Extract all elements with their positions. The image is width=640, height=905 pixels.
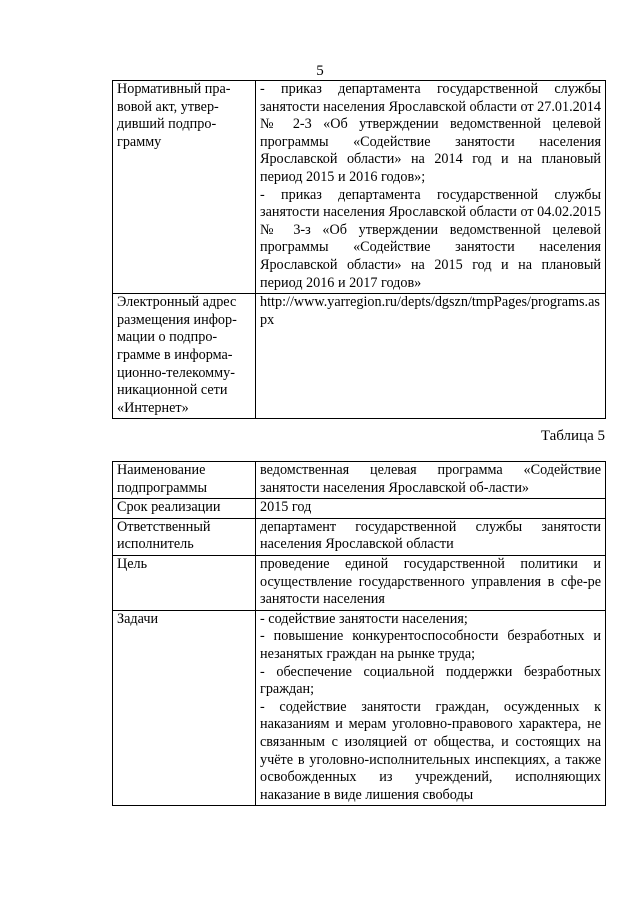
web-address-link[interactable]: http://www.yarregion.ru/depts/dgszn/tmpPages/programs.aspx — [260, 294, 600, 328]
period-paragraph: 2015 год — [260, 499, 312, 516]
table-row — [113, 81, 606, 294]
row-label-tasks: Задачи — [113, 610, 256, 806]
row-label-period: Срок реализации — [113, 499, 256, 519]
legal-act-paragraph: - приказ департамента государственной службы занятости населения Ярославской области от 27.01.2014 № 2-3 «Об утверждении ведомственной целевой программы «Содействие занятости населения Ярославской области» на 2014 год и на плановый период 2015 и 2016 годов»; — [260, 81, 601, 185]
row-value-responsible — [256, 518, 606, 555]
table-row — [113, 610, 606, 806]
task-paragraph: - повышение конкурентоспособности безработных и незанятых граждан на рынке труда; — [260, 628, 601, 662]
row-value-goal — [256, 555, 606, 610]
row-value-tasks — [256, 610, 606, 806]
table-caption: Таблица 5 — [540, 428, 605, 444]
row-label-legal-act: Нормативный пра-вовой акт, утвер-дивший подпро-грамму — [113, 81, 256, 294]
responsible-paragraph: департамент государственной службы занятости населения Ярославской области — [260, 518, 601, 553]
table-row — [113, 518, 606, 555]
row-label-name: Наименование подпрограммы — [113, 462, 256, 499]
table-row — [113, 462, 606, 499]
table-row — [113, 499, 606, 519]
task-paragraph: - содействие занятости населения; — [260, 610, 468, 627]
name-paragraph: ведомственная целевая программа «Содействие занятости населения Ярославской об-ласти» — [260, 462, 601, 496]
row-value-period — [256, 499, 606, 519]
row-label-responsible: Ответственный исполнитель — [113, 518, 256, 555]
row-label-goal: Цель — [113, 555, 256, 610]
row-label-web-address: Электронный адрес размещения инфор-мации о подпро-грамме в информа-ционно-телекомму-никационной сети «Интернет» — [113, 294, 256, 419]
page-number: 5 — [316, 63, 324, 79]
table-row — [113, 555, 606, 610]
program-info-table-continued — [112, 80, 606, 419]
goal-paragraph: проведение единой государственной политики и осуществление государственного управления в сфе-ре занятости населения — [260, 555, 601, 608]
table-row — [113, 294, 606, 419]
row-value-legal-act — [256, 81, 606, 294]
row-value-web-address[interactable] — [256, 294, 606, 419]
task-paragraph: - содействие занятости граждан, осужденных к наказаниям и мерам уголовно-правового характера, не связанным с изоляцией от общества, и состоящих на учёте в уголовно-исполнительных инспекциях, а также освобожденных из учреждений, исполняющих наказание в виде лишения свободы — [260, 698, 601, 803]
subprogram-passport-table — [112, 461, 606, 806]
row-value-name — [256, 462, 606, 499]
task-paragraph: - обеспечение социальной поддержки безработных граждан; — [260, 663, 601, 698]
legal-act-paragraph: - приказ департамента государственной службы занятости населения Ярославской области от 04.02.2015 № 3-з «Об утверждении ведомственной целевой программы «Содействие занятости населения Ярославской области» на 2015 год и на плановый период 2016 и 2017 годов» — [260, 186, 601, 291]
